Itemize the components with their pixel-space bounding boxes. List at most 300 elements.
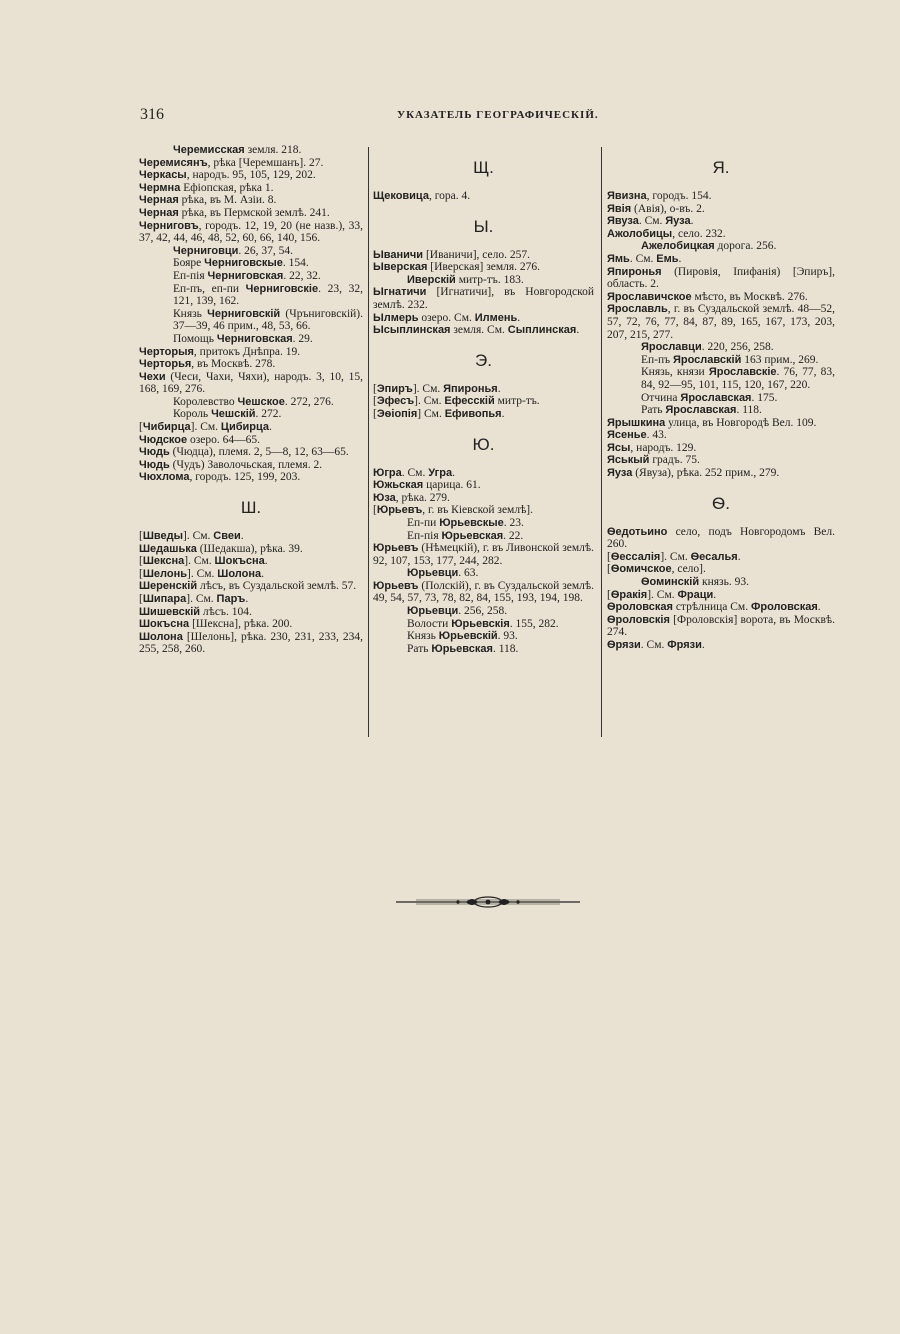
entry-prefix: Князь [407, 630, 439, 643]
entry-text: , городъ. 154. [646, 190, 712, 202]
entry-headword: Чибирца [142, 421, 191, 434]
entry-prefix: [ [607, 550, 611, 563]
entry-prefix: Еп-пъ [641, 353, 673, 366]
entry-text: озеро. См. [418, 311, 475, 324]
entry-headword: Юрьевскій [438, 630, 498, 643]
entry-text: , городъ. 125, 199, 203. [189, 471, 301, 484]
entry-headword: Юрьевская [431, 642, 493, 655]
entry-headword: Шипара [142, 593, 187, 605]
entry-headword: Чермна [139, 181, 181, 194]
index-entry [139, 220, 363, 245]
entry-text: . 29. [292, 332, 313, 345]
entry-text: . 155, 282. [509, 617, 559, 630]
entry-text: Ефіопская, рѣка 1. [180, 181, 274, 194]
entry-headword: Щековица [373, 190, 429, 202]
entry-headword: Эпиръ [376, 382, 413, 395]
entry-text: рѣка, въ М. Азіи. 8. [178, 194, 277, 207]
entry-text: . 26, 37, 54. [238, 244, 294, 257]
entry-headword: Ѳоминскій [641, 576, 700, 589]
index-entry [139, 207, 363, 220]
entry-text: земля. 218. [244, 144, 302, 156]
entry-crossref: Япиронья [443, 382, 498, 395]
entry-headword: Ѳракія [610, 588, 648, 601]
entry-headword: Шолона [139, 630, 183, 643]
entry-text: . [264, 555, 268, 568]
entry-crossref: Ефесскій [444, 395, 495, 408]
entry-prefix: [ [607, 588, 611, 601]
index-subentry [373, 274, 594, 287]
entry-text: митр-тъ. 183. [455, 273, 524, 286]
entry-text: . См. [401, 466, 429, 479]
entry-headword: Ѳроловская [607, 601, 673, 614]
entry-headword: Явуза [607, 215, 639, 228]
entry-text: , г. въ Суздальской землѣ. 48—52, 57, 72, 76, 77, 84, 87, 89, 165, 167, 173, 203, 207, 215, 277. [607, 303, 835, 341]
index-entry [139, 358, 363, 371]
section-letter: Ш. [240, 498, 262, 518]
entry-text: (Пировія, Іпифанія) [Эпиръ], область. 2. [607, 265, 835, 291]
index-column-1 [139, 144, 363, 656]
entry-text: [Фроловскія] ворота, въ Москвѣ. 274. [607, 613, 835, 639]
entry-text: . 43. [646, 429, 667, 442]
entry-headword: Ажолобицы [607, 227, 673, 240]
entry-headword: Чешское [237, 395, 285, 408]
index-column-2 [373, 144, 594, 655]
index-entry [139, 157, 363, 170]
entry-crossref: Цибирца [220, 421, 269, 434]
entry-text: [Шелонь], рѣка. 230, 231, 233, 234, 255, 258, 260. [139, 630, 363, 656]
entry-headword: Чюдь [139, 446, 170, 459]
index-entry [373, 542, 594, 567]
index-entry [139, 593, 363, 606]
index-entry [607, 215, 835, 228]
index-entry [607, 639, 835, 652]
entry-text: (Чръниговскій). 37—39, 46 прим., 48, 53, 66. [173, 307, 363, 333]
entry-text: лѣсъ, въ Суздальской землѣ. 57. [197, 580, 357, 593]
entry-headword: Шеренскій [139, 580, 198, 593]
index-entry [373, 324, 594, 337]
entry-prefix: Еп-пъ, еп-пи [173, 282, 246, 295]
entry-crossref: Угра [428, 466, 453, 479]
index-subentry [139, 408, 363, 421]
index-entry [139, 446, 363, 459]
entry-headword: Черкасы [139, 169, 187, 182]
entry-text: . 93. [497, 630, 518, 643]
entry-text: дорога. 256. [714, 240, 777, 253]
entry-headword: Черная [139, 206, 179, 219]
entry-headword: Юрьевъ [373, 579, 419, 592]
entry-headword: Черторья [139, 358, 192, 371]
entry-text: градъ. 75. [649, 454, 700, 467]
entry-text: . [576, 324, 580, 337]
entry-text: князь. 93. [699, 576, 749, 589]
index-entry [607, 442, 835, 455]
index-entry [139, 530, 363, 543]
entry-crossref: Сыплинская [507, 324, 577, 337]
index-entry [139, 346, 363, 359]
entry-headword: Ясенье [607, 429, 647, 442]
entry-prefix: [ [373, 407, 377, 420]
entry-headword: Юрьевскія [451, 617, 510, 630]
entry-headword: Шексна [142, 555, 185, 568]
index-entry [607, 417, 835, 430]
entry-headword: Ярославскій [672, 353, 742, 366]
index-entry [139, 371, 363, 396]
entry-text: . [678, 252, 682, 265]
entry-text: [Игнатичи], въ Новгородской землѣ. 232. [373, 286, 594, 311]
index-subentry [607, 366, 835, 391]
index-entry [607, 203, 835, 216]
entry-headword: Ясы [607, 441, 631, 454]
index-entry [607, 454, 835, 467]
entry-text: (Нѣмецкій), г. въ Ливонской землѣ. 92, 107, 153, 177, 244, 282. [373, 542, 594, 567]
index-subentry [607, 392, 835, 405]
index-subentry [139, 144, 363, 157]
entry-headword: Ярославскіе [708, 366, 777, 379]
index-entry [139, 555, 363, 568]
entry-prefix: Князь [173, 307, 208, 320]
entry-prefix: [ [139, 593, 143, 605]
entry-headword: Эѳіопія [376, 407, 418, 420]
entry-text: . 22, 32. [283, 269, 321, 282]
entry-headword: Явизна [607, 190, 647, 202]
entry-text: . 118. [492, 642, 519, 655]
entry-text: . [817, 601, 821, 614]
entry-text: рѣка, въ Пермской землѣ. 241. [178, 206, 330, 219]
index-entry [373, 504, 594, 517]
entry-prefix: Помощь [173, 332, 217, 345]
entry-prefix: Отчина [641, 391, 681, 404]
entry-headword: Ѳрязи [607, 639, 641, 651]
index-subentry [373, 567, 594, 580]
index-entry [139, 182, 363, 195]
running-head: УКАЗАТЕЛЬ ГЕОГРАФИЧЕСКІЙ. [397, 109, 599, 121]
index-entry [373, 261, 594, 274]
entry-crossref: Фрязи [667, 639, 702, 651]
index-subentry [139, 333, 363, 346]
page-number: 316 [140, 106, 164, 123]
entry-text: ]. См. [414, 395, 445, 408]
entry-headword: Ѳомичское [610, 563, 672, 576]
index-entry [607, 614, 835, 639]
entry-headword: Яськый [607, 454, 650, 467]
entry-prefix: Еп-пія [407, 529, 442, 542]
index-subentry [373, 630, 594, 643]
entry-headword: Ярославци [641, 341, 702, 354]
entry-headword: Ыверская [373, 261, 428, 274]
index-entry [373, 383, 594, 396]
index-column-3 [607, 144, 835, 652]
column-divider [601, 147, 602, 737]
index-entry [139, 543, 363, 556]
entry-text: . 118. [736, 404, 762, 417]
entry-text: . [737, 550, 741, 563]
entry-headword: Черниговская [216, 332, 293, 345]
index-subentry [373, 605, 594, 618]
entry-headword: Южьская [373, 479, 424, 492]
entry-text: . [269, 421, 272, 434]
index-entry [607, 266, 835, 291]
entry-text: , народъ. 129. [630, 441, 697, 454]
index-entry [607, 589, 835, 602]
entry-prefix: Королевство [173, 395, 238, 408]
entry-text: . [245, 593, 249, 605]
entry-text: (Полскій), г. въ Суздальской землѣ. 49, 54, 57, 73, 78, 82, 84, 155, 193, 194, 198. [373, 579, 594, 605]
entry-headword: Юрьевская [441, 529, 504, 542]
entry-headword: Черемисянъ [139, 156, 208, 169]
index-entry [607, 467, 835, 480]
section-letter: Я. [712, 158, 730, 177]
index-entry [607, 291, 835, 304]
entry-crossref: Ефивопья [444, 407, 502, 420]
entry-text: . 272. [255, 408, 282, 421]
entry-headword: Черниговскіе [245, 282, 319, 295]
entry-text: [Шексна], рѣка. 200. [189, 618, 293, 631]
entry-headword: Черторыя [139, 345, 194, 358]
entry-prefix: [ [373, 504, 377, 517]
entry-headword: Юрьевскые [439, 516, 504, 529]
entry-headword: Черная [139, 194, 179, 207]
entry-text: . [452, 466, 455, 479]
entry-prefix: [ [139, 530, 143, 543]
entry-headword: Шедашька [139, 542, 197, 555]
index-subentry [373, 517, 594, 530]
entry-prefix: [ [139, 421, 143, 434]
index-subentry [139, 396, 363, 409]
entry-text: село, подъ Новгородомъ Вел. 260. [607, 525, 835, 551]
index-entry [607, 601, 835, 614]
index-entry [607, 190, 835, 203]
entry-headword: Ыгнатичи [373, 286, 427, 299]
entry-prefix: Еп-пи [407, 516, 440, 529]
entry-text: стрѣлница См. [672, 601, 751, 614]
entry-text: (Чюдца), племя. 2, 5—8, 12, 63—65. [169, 446, 349, 459]
entry-text: . 76, 77, 83, 84, 92—95, 101, 115, 120, 167, 220. [641, 366, 835, 391]
entry-headword: Ярославль [607, 303, 668, 316]
entry-headword: Ярославская [665, 404, 737, 417]
entry-text: . 63. [458, 567, 479, 580]
index-entry [139, 568, 363, 581]
entry-headword: Шведы [142, 530, 184, 543]
entry-headword: Юрьевъ [376, 504, 423, 517]
entry-prefix: Волости [407, 617, 452, 630]
entry-text: . 22. [503, 529, 524, 542]
entry-text: лѣсъ. 104. [200, 605, 252, 618]
index-entry [139, 606, 363, 619]
entry-text: , городъ. 12, 19, 20 (не назв.), 33, 37, 42, 44, 46, 48, 52, 60, 66, 140, 156. [139, 219, 363, 245]
index-subentry [607, 354, 835, 367]
entry-crossref: Фроловская [750, 601, 818, 614]
entry-text: ]. См. [186, 593, 217, 605]
entry-headword: Ажелобицкая [641, 240, 715, 253]
entry-prefix: [ [607, 563, 611, 576]
entry-crossref: Емь [656, 252, 679, 265]
entry-text: . 256, 258. [458, 605, 508, 618]
entry-text: митр-тъ. [494, 395, 540, 408]
entry-text: . [501, 407, 505, 420]
entry-headword: Черемисская [173, 144, 245, 156]
entry-text: . 220, 256, 258. [701, 341, 774, 354]
entry-headword: Чешскій [211, 408, 256, 421]
entry-text: . [261, 567, 264, 580]
index-subentry [373, 618, 594, 631]
entry-headword: Черниговская [207, 269, 284, 282]
entry-text: ]. См. [184, 555, 215, 568]
entry-headword: Юза [373, 491, 396, 504]
entry-text: . 154. [282, 257, 309, 270]
entry-text: (Чеси, Чахи, Чяхи), народъ. 3, 10, 15, 168, 169, 276. [139, 370, 363, 396]
entry-headword: Ярышкина [607, 416, 666, 429]
entry-text: . См. [638, 215, 666, 228]
entry-text: ]. См. [190, 421, 221, 434]
section-letter: Щ. [473, 158, 494, 177]
entry-headword: Шелонь [142, 567, 187, 580]
section-letter: Ѳ. [712, 493, 730, 513]
index-entry [373, 492, 594, 505]
index-entry [373, 249, 594, 262]
entry-headword: Юрьевци [407, 567, 459, 580]
entry-text: , въ Москвѣ. 278. [191, 358, 276, 371]
entry-prefix: Бояре [173, 257, 205, 270]
entry-headword: Юрьевци [407, 605, 459, 618]
entry-text: ]. См. [412, 382, 444, 395]
entry-text: царица. 61. [423, 479, 481, 492]
entry-text: . 272, 276. [284, 395, 334, 408]
index-entry [139, 580, 363, 593]
index-entry [373, 190, 594, 203]
index-entry [373, 408, 594, 421]
entry-text: , притокъ Днѣпра. 19. [193, 345, 301, 358]
entry-prefix: [ [373, 382, 377, 395]
index-subentry [373, 643, 594, 656]
entry-text: , рѣка [Черемшанъ]. 27. [207, 156, 324, 169]
index-entry [139, 459, 363, 472]
entry-text: . См. [640, 639, 668, 651]
entry-headword: Иверскій [407, 273, 456, 286]
index-entry [607, 253, 835, 266]
entry-text: мѣсто, въ Москвѣ. 276. [691, 290, 808, 303]
section-letter: Ю. [472, 434, 495, 454]
entry-headword: Чюдское [139, 433, 188, 446]
index-entry [607, 429, 835, 442]
entry-text: (Авія), о-въ. 2. [631, 202, 705, 215]
entry-text: (Шедакша), рѣка. 39. [196, 542, 303, 555]
entry-headword: Чюхлома [139, 471, 190, 484]
index-entry [373, 479, 594, 492]
entry-crossref: Паръ [216, 593, 246, 605]
index-entry [139, 434, 363, 447]
entry-text: , г. въ Кіевской землѣ]. [422, 504, 534, 517]
index-entry [373, 580, 594, 605]
end-ornament [396, 893, 580, 911]
entry-headword: Ѳроловскія [607, 613, 670, 626]
entry-crossref: Шокъсна [214, 555, 265, 568]
index-entry [139, 194, 363, 207]
index-entry [607, 563, 835, 576]
entry-text: . [240, 530, 244, 543]
entry-headword: Юрьевъ [373, 542, 419, 555]
entry-headword: Черниговскій [207, 307, 281, 320]
index-subentry [139, 245, 363, 258]
entry-headword: Эфесъ [376, 395, 415, 408]
index-entry [139, 169, 363, 182]
entry-headword: Япиронья [607, 265, 662, 278]
entry-headword: Чюдь [139, 458, 170, 471]
entry-headword: Чехи [139, 370, 166, 383]
index-subentry [607, 404, 835, 417]
entry-headword: Ѳедотьино [607, 525, 668, 538]
entry-text: 163 прим., 269. [741, 353, 819, 366]
entry-prefix: Еп-пія [173, 269, 208, 282]
entry-crossref: Фраци [677, 588, 714, 601]
entry-text: . См. [629, 252, 657, 265]
entry-headword: Яуза [607, 467, 633, 480]
index-subentry [607, 240, 835, 253]
index-entry [607, 228, 835, 241]
entry-text: . 175. [751, 391, 778, 404]
entry-text: . [497, 382, 501, 395]
entry-prefix: Король [173, 408, 212, 421]
entry-text: , народъ. 95, 105, 129, 202. [186, 169, 316, 182]
entry-text: . [517, 311, 521, 324]
entry-headword: Ысыплинская [373, 324, 451, 337]
index-entry [373, 286, 594, 311]
index-entry [373, 312, 594, 325]
entry-text: , гора. 4. [428, 190, 471, 202]
entry-crossref: Илмень [474, 311, 518, 324]
index-subentry [139, 308, 363, 333]
entry-text: ] См. [417, 407, 445, 420]
entry-headword: Черниговскые [204, 257, 283, 270]
entry-text: . [690, 215, 694, 228]
entry-text: (Чудъ) Заволочьская, племя. 2. [169, 458, 323, 471]
index-subentry [139, 257, 363, 270]
entry-prefix: Рать [641, 404, 666, 417]
entry-prefix: [ [373, 395, 377, 408]
entry-headword: Ываничи [373, 248, 424, 261]
index-entry [373, 395, 594, 408]
index-entry [373, 467, 594, 480]
entry-text: . [701, 639, 705, 651]
entry-text: . 23, 32, 121, 139, 162. [173, 282, 363, 308]
entry-text: (Явуза), рѣка. 252 прим., 279. [632, 467, 780, 480]
index-subentry [607, 341, 835, 354]
index-entry [607, 303, 835, 341]
entry-headword: Шокъсна [139, 618, 190, 631]
index-entry [139, 421, 363, 434]
index-subentry [139, 283, 363, 308]
entry-text: , село. 232. [672, 227, 726, 240]
entry-text: улица, въ Новгородѣ Вел. 109. [665, 416, 817, 429]
section-letter: Ы. [473, 216, 494, 236]
entry-text: , рѣка. 279. [395, 491, 450, 504]
index-subentry [139, 270, 363, 283]
entry-headword: Ылмерь [373, 311, 419, 324]
entry-headword: Югра [373, 466, 402, 479]
entry-text: [Иваничи], село. 257. [423, 248, 530, 261]
index-entry [139, 631, 363, 656]
entry-crossref: Яуза [665, 215, 691, 228]
entry-headword: Черниговъ [139, 219, 199, 232]
entry-crossref: Свеи [213, 530, 241, 543]
index-entry [139, 471, 363, 484]
index-entry [607, 526, 835, 551]
entry-text: ]. См. [186, 567, 218, 580]
column-divider [368, 147, 369, 737]
index-subentry [607, 576, 835, 589]
entry-text: . [713, 588, 717, 601]
entry-crossref: Ѳесалья [690, 550, 738, 563]
section-letter: Э. [475, 350, 492, 370]
